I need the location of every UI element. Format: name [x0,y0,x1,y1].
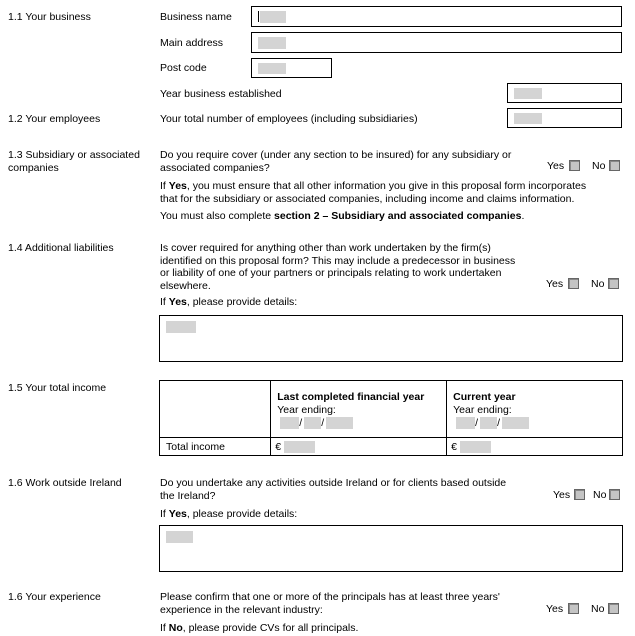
last-year-income-field[interactable] [284,441,315,453]
liabilities-question-line1: Is cover required for anything other than work undertaken by the firm(s) [160,242,491,254]
business-name-label: Business name [160,11,232,23]
subsidiary-note-line2: that for the subsidiary or associated companies, including income and claims information. [160,192,575,205]
field-fill [166,321,196,333]
main-address-label: Main address [160,37,224,49]
current-year-income-field[interactable] [460,441,491,453]
income-col-last-year [271,381,447,438]
experience-note [160,622,358,635]
outside-ireland-question-line1: Do you undertake any activities outside Ireland or for clients based outside [160,477,507,489]
income-table-corner [160,381,271,438]
last-year-income-cell [271,438,447,456]
last-year-header: Last completed financial year [277,391,425,403]
subsidiary-no-label: No [592,160,606,172]
subsidiary-yes-checkbox[interactable] [569,160,580,171]
details-if: If [160,296,166,308]
also-complete-prefix: You must also complete [160,210,275,222]
outside-ireland-no-label: No [593,489,607,501]
details-rest: , please provide details: [186,296,298,308]
liabilities-question-line2: identified on this proposal form? This may include a predecessor in business [160,254,516,267]
also-complete-suffix: . [521,210,525,222]
liabilities-yes-checkbox[interactable] [568,278,579,289]
income-table [159,380,623,456]
liabilities-question [160,242,515,292]
last-year-year-field[interactable] [326,417,353,429]
field-fill [514,88,542,99]
subsidiary-question-line1: Do you require cover (under any section to be insured) for any subsidiary or [160,149,512,161]
subsidiary-note-if: If [160,180,166,192]
current-year-day-field[interactable] [456,417,475,429]
subsidiary-question-line2: associated companies? [160,161,270,174]
post-code-label: Post code [160,62,207,74]
post-code-field[interactable] [251,58,332,78]
current-year-year-field[interactable] [502,417,529,429]
last-year-month-field[interactable] [304,417,321,429]
section-1-2-label: 1.2 Your employees [8,113,101,125]
liabilities-details-field[interactable] [159,315,623,362]
details-if: If [160,508,166,520]
income-col-current-year [447,381,623,438]
outside-ireland-yes-checkbox[interactable] [574,489,585,500]
liabilities-question-line3: or liability of one of your partners or principals relating to work undertaken [160,267,502,279]
field-fill [258,37,286,49]
last-year-ending-label: Year ending: [277,404,336,416]
experience-question-line1: Please confirm that one or more of the principals has at least three years' [160,591,500,603]
subsidiary-note-yes: Yes [168,180,187,192]
total-income-row-label-cell [160,438,271,456]
outside-ireland-question-line2: the Ireland? [160,489,216,502]
subsidiary-note [160,180,586,205]
subsidiary-also-complete [160,210,524,223]
also-complete-section-link: section 2 – Subsidiary and associated companies [274,210,522,222]
experience-yes-checkbox[interactable] [568,603,579,614]
experience-no-checkbox[interactable] [608,603,619,614]
employees-question: Your total number of employees (including subsidiaries) [160,113,418,125]
experience-yes-label: Yes [546,603,564,615]
euro-sign: € [275,441,282,453]
year-established-label: Year business established [160,88,282,100]
experience-note-rest: , please provide CVs for all principals. [182,622,359,634]
subsidiary-note-line1: , you must ensure that all other information you give in this proposal form incorporates [186,180,587,192]
details-yes: Yes [168,296,187,308]
experience-question [160,591,500,616]
section-1-3-label-line1: 1.3 Subsidiary or associated [8,149,140,161]
experience-note-no: No [168,622,183,634]
details-rest: , please provide details: [186,508,298,520]
field-fill [166,531,193,543]
outside-ireland-yes-label: Yes [553,489,571,501]
outside-ireland-details-prompt [160,508,297,521]
liabilities-question-line4: elsewhere. [160,279,211,292]
current-year-month-field[interactable] [480,417,497,429]
field-fill [260,11,286,23]
section-1-3-label [8,149,140,174]
business-name-field[interactable] [251,6,622,27]
outside-ireland-question [160,477,506,502]
section-1-6-work-label: 1.6 Work outside Ireland [8,477,122,489]
section-1-1-label: 1.1 Your business [8,11,91,23]
outside-ireland-details-field[interactable] [159,525,623,572]
liabilities-details-prompt [160,296,297,309]
section-1-5-label: 1.5 Your total income [8,382,107,394]
date-slash: / [299,417,303,429]
experience-question-line2: experience in the relevant industry: [160,603,323,616]
details-yes: Yes [168,508,187,520]
year-established-field[interactable] [507,83,622,103]
date-slash: / [321,417,325,429]
current-year-ending-label: Year ending: [453,404,512,416]
liabilities-yes-label: Yes [546,278,564,290]
total-income-label: Total income [166,441,225,453]
current-year-header: Current year [453,391,516,403]
field-fill [258,63,286,74]
subsidiary-question [160,149,511,174]
experience-no-label: No [591,603,605,615]
text-cursor [258,11,259,22]
subsidiary-no-checkbox[interactable] [609,160,620,171]
date-slash: / [475,417,479,429]
euro-sign: € [451,441,457,453]
employees-field[interactable] [507,108,622,128]
field-fill [514,113,542,124]
current-year-income-cell [447,438,623,456]
experience-note-if: If [160,622,166,634]
subsidiary-yes-label: Yes [547,160,565,172]
section-1-3-label-line2: companies [8,161,59,174]
main-address-field[interactable] [251,32,622,53]
section-1-4-label: 1.4 Additional liabilities [8,242,114,254]
outside-ireland-no-checkbox[interactable] [609,489,620,500]
last-year-day-field[interactable] [280,417,299,429]
liabilities-no-checkbox[interactable] [608,278,619,289]
date-slash: / [497,417,501,429]
liabilities-no-label: No [591,278,605,290]
section-1-6-experience-label: 1.6 Your experience [8,591,101,603]
